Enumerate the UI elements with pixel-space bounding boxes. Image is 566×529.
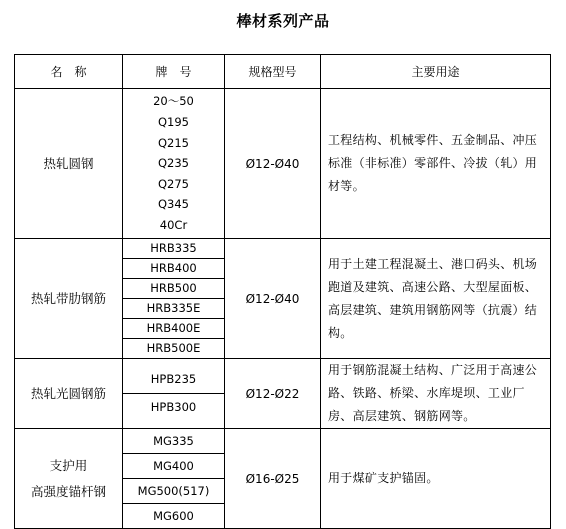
- header-spec: 规格型号: [225, 55, 321, 89]
- grade-item: HRB500: [123, 279, 224, 299]
- header-grade: 牌 号: [123, 55, 225, 89]
- product-name-line: 高强度锚杆钢: [30, 483, 106, 499]
- spec-value: Ø12-Ø40: [225, 239, 321, 359]
- grade-item: MG500(517): [123, 479, 224, 504]
- grade-item: HRB400: [123, 259, 224, 279]
- product-name: [15, 429, 123, 529]
- grade-item: Q235: [157, 156, 189, 171]
- grade-item: MG600: [153, 509, 194, 523]
- product-table: [14, 54, 551, 529]
- grade-item: Q195: [157, 115, 189, 130]
- product-name-line: 支护用: [49, 457, 88, 473]
- grade-item: MG400: [123, 454, 224, 479]
- grade-item: HRB335E: [123, 299, 224, 319]
- grade-item: MG335: [123, 429, 224, 454]
- grade-item: HPB235: [123, 366, 224, 394]
- spec-value: Ø16-Ø25: [225, 429, 321, 529]
- product-name: 热轧带肋钢筋: [15, 239, 123, 359]
- table-row: [15, 89, 551, 239]
- use-description: 工程结构、机械零件、五金制品、冲压标准（非标准）零部件、冷拔（轧）用材等。: [321, 89, 551, 239]
- grade-list: [123, 429, 225, 529]
- grade-item: HRB500E: [146, 341, 201, 355]
- grade-item: HRB335: [123, 239, 224, 259]
- use-description: 用于钢筋混凝土结构、广泛用于高速公路、铁路、桥梁、水库堤坝、工业厂房、高层建筑、钢筋网等。: [321, 359, 551, 429]
- product-name: 热轧圆钢: [15, 89, 123, 239]
- use-description: 用于煤矿支护锚固。: [321, 429, 551, 529]
- spec-value: Ø12-Ø22: [225, 359, 321, 429]
- header-name: 名 称: [15, 55, 123, 89]
- grade-item: 40Cr: [159, 217, 188, 232]
- grade-item: Q275: [157, 176, 189, 191]
- page-title: 棒材系列产品: [236, 12, 330, 30]
- product-name: 热轧光圆钢筋: [15, 359, 123, 429]
- grade-item: HPB300: [150, 400, 197, 414]
- spec-value: Ø12-Ø40: [225, 89, 321, 239]
- use-description: 用于土建工程混凝土、港口码头、机场跑道及建筑、高速公路、大型屋面板、高层建筑、建筑用钢筋网等（抗震）结构。: [321, 239, 551, 359]
- grade-item: Q345: [157, 197, 189, 212]
- grade-list: [123, 239, 225, 359]
- header-use: 主要用途: [321, 55, 551, 89]
- grade-list: [123, 89, 225, 239]
- grade-list: [123, 359, 225, 429]
- grade-item: Q215: [157, 135, 189, 150]
- table-row: [15, 429, 551, 529]
- grade-item: 20～50: [153, 94, 194, 109]
- grade-item: HRB400E: [123, 319, 224, 339]
- header-row: [15, 55, 551, 89]
- table-row: [15, 359, 551, 429]
- table-row: [15, 239, 551, 359]
